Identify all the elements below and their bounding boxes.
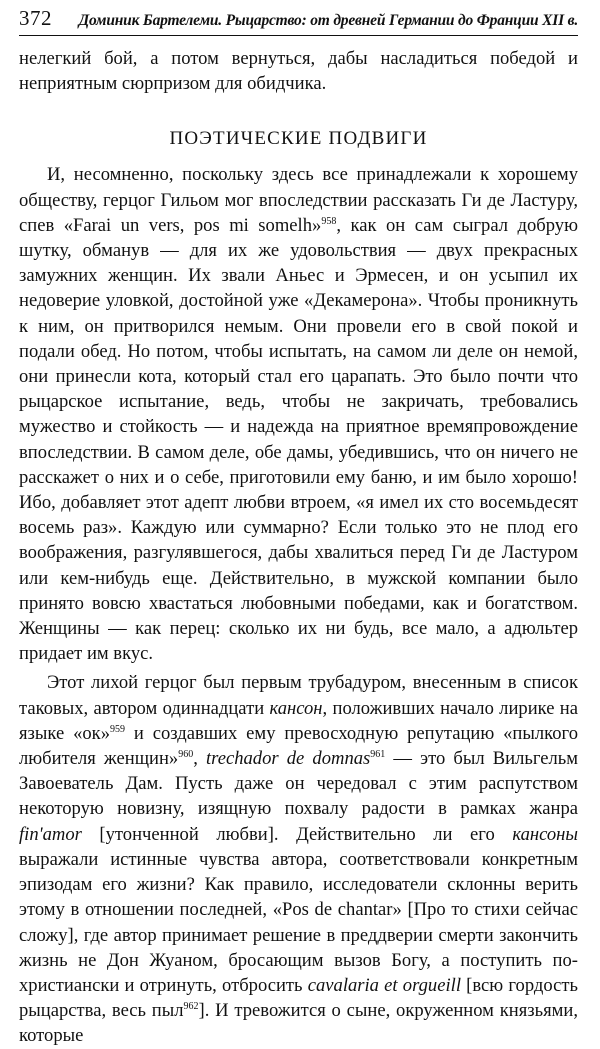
footnote-ref-961[interactable]: 961 [370,749,386,761]
term-kansony: кансоны [512,823,578,845]
footnote-ref-960[interactable]: 960 [178,749,194,761]
continuation-paragraph: нелегкий бой, а потом вернуться, дабы насладиться победой и неприятным сюрпризом для обидчика. [19,48,578,95]
p2-text-f: [утонченной любви]. Действительно ли его [81,823,513,845]
p2-text-d: , [193,748,206,770]
p1-text-b: , как он сам сыграл добрую шутку, обманув — для их же удовольствия — двух прекрасных замужних женщин. Их звали Аньес и Эрмесен, и он усыпил их недоверие уловкой, достойной уже «Декамерона». Чтобы проникнуть к ним, он притворился немым. Они провели его в свой покой и подали обед. Но потом, чтобы испытать, на самом ли деле он немой, они принесли кота, который стал его царапать. Это было почти что рыцарское испытание, ведь, чтобы не закричать, требовались мужество и стойкость — и надежда на приятное времяпровождение впоследствии. В самом деле, обе дамы, убедившись, что он ничего не расскажет о них и о себе, приготовили ему баню, и им было хорошо! Ибо, добавляет этот адепт любви втроем, «я имел их сто восемьдесят восемь раз». Каждую или суммарно? Если только это не плод его воображения, разгулявшегося, дабы хвалиться перед Ги де Ластуром или кем-нибудь еще. Действительно, в мужской компании было принято вовсю хвастаться любовными победами, как и богатством. Женщины — как перец: сколько их ни будь, все мало, а адюльтер придает им вкус. [19,214,578,665]
p2-text-a: Этот лихой герцог был первым трубадуром, внесенным в список таковых, автором одиннадцати [19,672,578,719]
term-trechador: trechador de domnas [206,748,371,770]
term-kanson: кансон [269,697,323,719]
p2-text-i: ]. И тревожится о сыне, окруженном князьями, которые [19,1000,578,1047]
p2-text-c: и создавших ему превосходную репутацию «пылкого любителя женщин» [19,722,579,770]
p2-text-g: выражали истинные чувства автора, соответствовали конкретным эпизодам его жизни? Как правило, исследователи склонны верить этому в отношении последней, «Pos de chantar» [Про то стихи сейчас сложу], где автор принимает решение в преддверии смерти закончить жизнь не Дон Жуаном, бросающим вызов Богу, а поступить по-христиански и отринуть, отбросить [19,848,578,996]
footnote-ref-962[interactable]: 962 [183,1001,199,1013]
section-heading: ПОЭТИЧЕСКИЕ ПОДВИГИ [169,128,428,150]
term-finamor: fin'amor [19,823,82,845]
footnote-ref-959[interactable]: 959 [110,723,126,735]
running-header [19,0,578,36]
footnote-ref-958[interactable]: 958 [321,215,337,227]
paragraph-1 [19,162,578,666]
p2-text-b: , положивших начало лирике на языке «ок» [19,697,578,744]
term-cavalaria: cavalaria et orgueill [307,974,461,996]
p2-text-e: — это был Вильгельм Завоеватель Дам. Пусть даже он чередовал с этим распутством некоторую новизну, изящную похвалу радости в рамках жанра [19,748,578,820]
paragraph-2 [19,670,578,1048]
book-title: Доминик Бартелеми. Рыцарство: от древней Германии до Франции XII в. [78,12,578,29]
p1-text-a: И, несомненно, поскольку здесь все принадлежали к хорошему обществу, герцог Гильом мог впоследствии рассказать Ги де Ластуру, спев «Farai un vers, pos mi somelh» [19,164,578,236]
p2-text-h: [всю гордость рыцарства, весь пыл [19,974,578,1022]
page-number: 372 [19,6,52,30]
